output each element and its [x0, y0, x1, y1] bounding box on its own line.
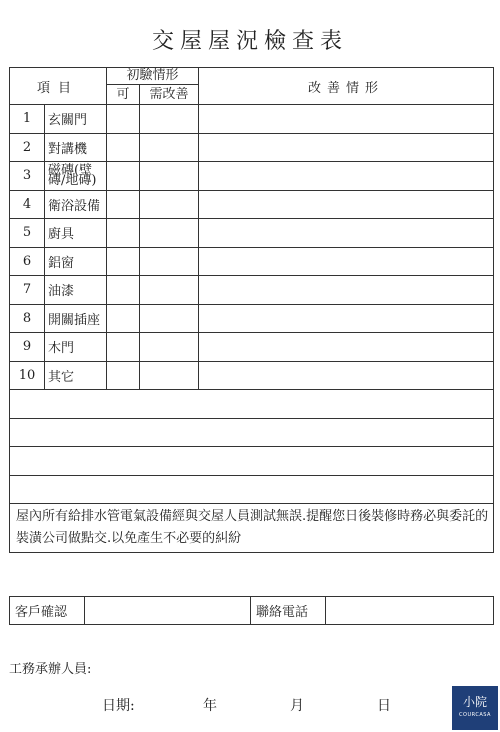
improvement-status-cell[interactable] [199, 276, 494, 305]
header-ok: 可 [107, 85, 140, 105]
item-number: 4 [10, 190, 45, 219]
item-number: 3 [10, 162, 45, 191]
testing-note: 屋內所有給排水管電氣設備經與交屋人員測試無誤.提醒您日後裝修時務必與委託的裝潢公司做點交.以免產生不必要的糾紛 [10, 504, 494, 553]
needs-improvement-cell[interactable] [140, 190, 199, 219]
customer-confirm-label: 客戶確認 [10, 597, 85, 625]
needs-improvement-cell[interactable] [140, 304, 199, 333]
item-number: 10 [10, 361, 45, 390]
ok-cell[interactable] [107, 133, 140, 162]
staff-label: 工務承辦人員: [9, 662, 92, 677]
blank-row [10, 390, 494, 419]
item-name: 對講機 [45, 133, 107, 162]
date-day: 日 [377, 698, 391, 714]
customer-confirm-field[interactable] [85, 597, 251, 625]
improvement-status-cell[interactable] [199, 219, 494, 248]
improvement-status-cell[interactable] [199, 247, 494, 276]
ok-cell[interactable] [107, 105, 140, 134]
table-row [10, 162, 494, 191]
improvement-status-cell[interactable] [199, 190, 494, 219]
needs-improvement-cell[interactable] [140, 276, 199, 305]
item-number: 9 [10, 333, 45, 362]
blank-row [10, 475, 494, 504]
table-row [10, 276, 494, 305]
contact-phone-label: 聯絡電話 [251, 597, 326, 625]
improvement-status-cell[interactable] [199, 333, 494, 362]
blank-row [10, 447, 494, 476]
blank-row [10, 418, 494, 447]
improvement-status-cell[interactable] [199, 361, 494, 390]
needs-improvement-cell[interactable] [140, 247, 199, 276]
improvement-status-cell[interactable] [199, 133, 494, 162]
item-number: 8 [10, 304, 45, 333]
item-number: 1 [10, 105, 45, 134]
blank-cell[interactable] [10, 447, 494, 476]
ok-cell[interactable] [107, 304, 140, 333]
signature-table [9, 596, 494, 625]
needs-improvement-cell[interactable] [140, 162, 199, 191]
date-label: 日期: [102, 698, 135, 714]
date-month: 月 [290, 698, 304, 714]
header-needs-improvement: 需改善 [140, 85, 199, 105]
header-initial-check: 初驗情形 [107, 68, 199, 85]
improvement-status-cell[interactable] [199, 105, 494, 134]
item-name: 鋁窗 [45, 247, 107, 276]
table-row [10, 105, 494, 134]
table-row [10, 190, 494, 219]
ok-cell[interactable] [107, 219, 140, 248]
needs-improvement-cell[interactable] [140, 219, 199, 248]
form-title: 交屋屋況檢查表 [151, 29, 348, 54]
needs-improvement-cell[interactable] [140, 361, 199, 390]
blank-cell[interactable] [10, 475, 494, 504]
item-name: 廚具 [45, 219, 107, 248]
ok-cell[interactable] [107, 276, 140, 305]
blank-cell[interactable] [10, 418, 494, 447]
item-name: 衛浴設備 [45, 190, 107, 219]
table-row [10, 304, 494, 333]
watermark-logo [452, 686, 498, 730]
logo-main-text: 小院 [462, 695, 487, 709]
contact-phone-field[interactable] [326, 597, 494, 625]
item-name: 木門 [45, 333, 107, 362]
item-name: 磁磚(壁磚/地磚) [45, 162, 107, 191]
needs-improvement-cell[interactable] [140, 105, 199, 134]
needs-improvement-cell[interactable] [140, 333, 199, 362]
ok-cell[interactable] [107, 162, 140, 191]
table-row [10, 361, 494, 390]
item-name: 玄關門 [45, 105, 107, 134]
table-row [10, 333, 494, 362]
ok-cell[interactable] [107, 247, 140, 276]
item-number: 7 [10, 276, 45, 305]
item-name: 油漆 [45, 276, 107, 305]
date-year: 年 [203, 698, 217, 714]
item-number: 6 [10, 247, 45, 276]
header-improvement-status: 改善情形 [199, 68, 494, 105]
needs-improvement-cell[interactable] [140, 133, 199, 162]
item-number: 2 [10, 133, 45, 162]
table-row [10, 247, 494, 276]
improvement-status-cell[interactable] [199, 304, 494, 333]
logo-sub-text: COURCASA [459, 712, 491, 718]
header-item: 項目 [10, 68, 107, 105]
ok-cell[interactable] [107, 190, 140, 219]
item-name: 其它 [45, 361, 107, 390]
table-row [10, 219, 494, 248]
item-name: 開關插座 [45, 304, 107, 333]
improvement-status-cell[interactable] [199, 162, 494, 191]
blank-cell[interactable] [10, 390, 494, 419]
ok-cell[interactable] [107, 333, 140, 362]
note-row [10, 504, 494, 553]
ok-cell[interactable] [107, 361, 140, 390]
item-number: 5 [10, 219, 45, 248]
table-row [10, 133, 494, 162]
inspection-table [9, 67, 494, 553]
